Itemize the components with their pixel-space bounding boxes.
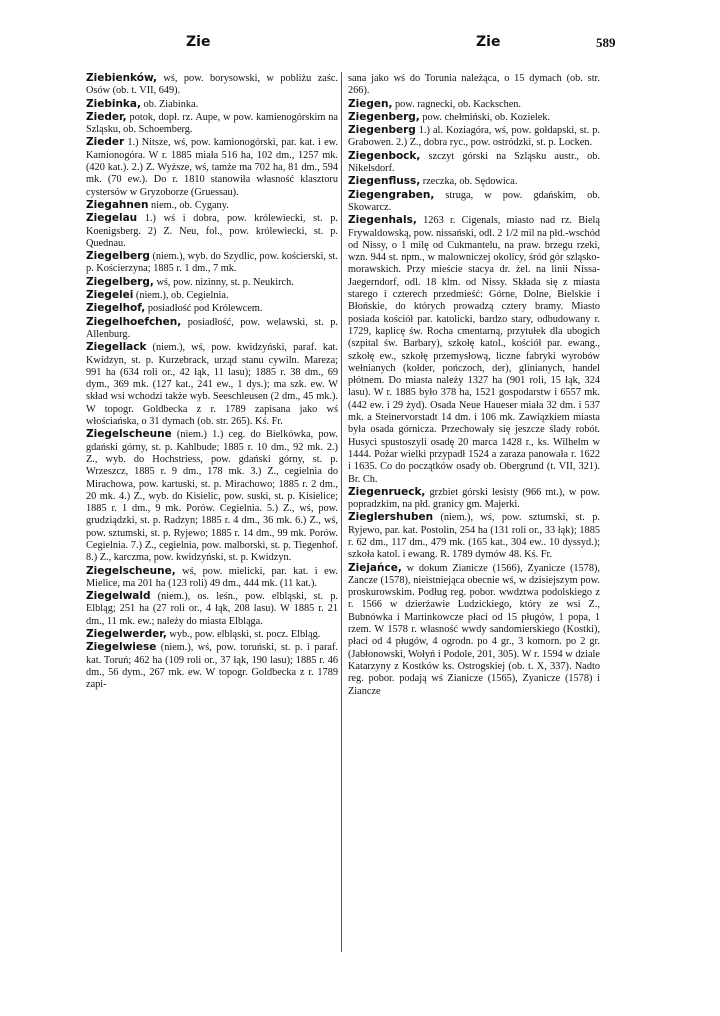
entry-headword: Ziegenhals, — [348, 214, 417, 227]
entry-text: grzbiet górski lesisty (966 mt.), w pow. popradzkim, na płd. granicy gm. Majerki. — [348, 486, 600, 511]
entry-headword: Ziegelberg, — [86, 275, 154, 288]
entry-text: (niem.), os. leśn., pow. elbląski, st. p. Elbląg; 251 ha (27 roli or., 4 łąk, 208 lasu). W 1885 r. 21 dm., 11 mk. ew.; należy do miasta Elbląga. — [86, 591, 338, 627]
entry-text: potok, dopł. rz. Aupe, w pow. kamienogórskim na Szląsku, ob. Schoemberg. — [86, 111, 338, 136]
entry-headword: Ziegenrueck, — [348, 485, 426, 498]
entry-text: ob. Ziabinka. — [140, 98, 199, 110]
entry-text: wś, pow. borysowski, w pobliżu zaśc. Osów (ob. t. VII, 649). — [86, 73, 338, 97]
dictionary-entry — [86, 428, 338, 564]
dictionary-entry — [348, 150, 600, 176]
entry-headword: Ziegelei — [86, 289, 134, 302]
entry-headword: Ziegahnen — [86, 198, 149, 211]
left-text-column — [86, 72, 338, 952]
page-number: 589 — [596, 35, 616, 50]
entry-text: (niem.), ob. Cegielnia. — [133, 290, 229, 302]
dictionary-entry — [86, 628, 338, 641]
entry-headword: Ziegelwald — [86, 590, 151, 603]
entry-headword: Ziegellack — [86, 341, 147, 354]
entry-text: w dokum Zianicze (1566), Zyanicze (1578), Zancze (1578), nieistniejąca obecnie wś, w dzisiejszym pow. proskurowskim. Podług reg. pobor. wwdztwa podolskiego z r. 1566 w dzierżawie Ludzickiego, który ze wsi Z., Bubnówka i Martinkowcze płaci od 15 pługów, 1 popa, 1 rzem. W 1578 r. własność wwdy sandomierskiego (Kostki), płaci od 4 pługów, 4 ogrodn. po 4 gr., 3 komorn. po 2 gr. (Jabłonowski, Wołyń i Podole, 201, 305). W r. 1594 w dziale Katarzyny z Kostków ks. Ostrogskiej (ob. t. X, 337). Nadto reg. pobor. podają wś Zianicze (1565), Zyanicze (1578) i Ziancze — [348, 562, 600, 697]
entry-headword: Ziegelscheune, — [86, 564, 176, 577]
entry-headword: Ziegelwiese — [86, 641, 157, 654]
entry-text: wś, pow. nizinny, st. p. Neukirch. — [153, 276, 294, 288]
dictionary-entry — [348, 486, 600, 512]
entry-text: posiadłość pod Królewcem. — [145, 303, 263, 315]
dictionary-entry — [348, 111, 600, 124]
dictionary-entry — [86, 136, 338, 198]
entry-headword: Ziegelberg — [86, 250, 150, 263]
entry-text: wyb., pow. elbląski, st. pocz. Elbląg. — [166, 629, 321, 641]
dictionary-entry — [348, 511, 600, 561]
entry-headword: Ziejańce, — [348, 561, 402, 574]
entry-headword: Ziegengraben, — [348, 188, 435, 201]
dictionary-entry — [348, 214, 600, 486]
entry-text: 1.) wś i dobra, pow. królewiecki, st. p. Koenigsberg. 2) Z. Neu, fol., pow. królewiecki, st. p. Quednau. — [86, 213, 338, 249]
entry-text: wś, pow. mielicki, par. kat. i ew. Mielice, ma 201 ha (123 roli) 49 dm., 444 mk. (11 kat.). — [86, 565, 338, 589]
entry-headword: Ziegenbock, — [348, 149, 421, 162]
right-text-column — [348, 72, 600, 952]
dictionary-entry — [86, 276, 338, 289]
entry-text: struga, w pow. gdańskim, ob. Skowarcz. — [348, 189, 600, 213]
dictionary-entry — [348, 189, 600, 215]
entry-headword: Ziebinka, — [86, 97, 141, 110]
entry-headword: Ziegenfluss, — [348, 175, 421, 188]
dictionary-entry — [86, 302, 338, 315]
entry-text: posiadłość, pow. welawski, st. p. Allenburg. — [86, 316, 338, 340]
entry-text: (niem.), wś, pow. kwidzyński, paraf. kat. Kwidzyn, st. p. Kurzebrack, urząd stanu cywiln. Mareza; 991 ha (634 roli or., 42 łąk, 11 lasu); 1885 r. 38 dm., 69 dym., 369 mk. (127 kat., 241 ew., 1 dys.); ma szk. ew. W skład wsi wchodzi także wyb. Seeschleusen (2 dm., 45 mk.). W topogr. Goldbecka z r. 1789 zapisana jako wś włościańska, o 31 dymach (ob. str. 265). Kś. Fr. — [86, 342, 338, 428]
entry-text: 1.) al. Koziagóra, wś, pow. gołdapski, st. p. Grabowen. 2.) Z., dobra ryc., pow. ostródzki, st. p. Locken. — [348, 125, 600, 149]
entry-headword: Ziegelhof, — [86, 302, 146, 315]
dictionary-entry — [86, 590, 338, 628]
entry-text: (niem.) 1.) ceg. do Bielkówka, pow. gdański górny, st. p. Kahlbude; 1885 r. 10 dm., 92 mk. 2.) Z., wyb. do Hochstriess, pow. gdański górny, st. p. Wrzeszcz, 1885 r. 9 dm., 178 mk. 3.) Z., cegielnia do Mirachowa, pow. kartuski, st. p. Mirachowo; 1885 r. 2 dm., 20 mk. 4.) Z., wyb. do Kisielic, pow. suski, st. p. Kisielice; 1885 r. 1 dm., 9 mk. Porów. Cegielnia. 5.) Z., wś, pow. grudziądzki, st. p. Radzyn; 1885 r. 4 dm., 36 mk. 6.) Z., wś, pow. sztumski, st. p. Ryjewo; 1885 r. 14 dm., 99 mk. Porów. Cegielnia. 7.) Z., cegielnia, pow. malborski, st. p. Tiegenhof. 8.) Z., karczma, pow. kwidzyński, st. p. Kwidzyn. — [86, 429, 338, 564]
dictionary-entry — [348, 72, 600, 98]
header-right-word: Zie — [476, 34, 501, 50]
entry-text: (niem.), wś, pow. toruński, st. p. i paraf. kat. Toruń; 462 ha (109 roli or., 37 łąk, 190 lasu); 1885 r. 46 dm., 56 dym., 267 mk. ew. W topogr. Goldbecka z r. 1789 zapi- — [86, 642, 338, 691]
entry-text: szczyt górski na Szląsku austr., ob. Nikelsdorf. — [348, 150, 600, 175]
entry-text: pow. ragnecki, ob. Kackschen. — [392, 98, 522, 110]
entry-text: pow. chełmiński, ob. Kozielek. — [419, 111, 551, 123]
dictionary-entry — [348, 175, 600, 188]
entry-text: 1263 r. Cigenals, miasto nad rz. Bielą Frywaldowską, pow. nissański, odl. 2 1/2 mil na płd.-wschód od Nissy, o 1 milę od Cukmantelu, na praw. brzegu rzeki, wzn. 944 st. npm., w malowniczej okolicy, śród gór szląsko-morawskich. Przy mieście stacya dr. żel. na linii Nissa-Jaegerndorf, odl. 18 klm. od Nissy. Składa się z miasta starego i czterech przedmieść: Górne, Dolne, Bielskie i Błońskie, do których prowadzą cztery bramy. Miasto posiada kościół par. katolicki, bardzo stary, odbudowany r. 1729, kaplicę św. Rocha cmentarną, przytułek dla ubogich (szpital św. Barbary), szkołę katol., kościół par. ewang., szkołę ew., szkołę przemysłową, liczne fabryki wyrobów wełnianych (kołder, pończoch, der), glinianych, handel płótnem. Do miasta należy 1327 ha (901 roli, 15 łąk, 324 lasu). W r. 1885 było 378 ha, 1521 gospodarstw i 6557 mk. (442 ew. i 29 żyd). Osada Neue Haueser miała 32 dm. i 537 mk. a Steinervorstadt 14 dm. i 106 mk. Zawiązkiem miasta była osada górnicza. Przechowały się jeszcze ślady robót. Husyci spustoszyli osadę 20 marca 1428 r., ks. Wilhelm w 1444. Pożar wielki przypadł 1524 a zaraza panowała r. 1622 i 1635. Co do początków osady ob. Obergrund (t. VII, 321). Br. Ch. — [348, 215, 600, 485]
dictionary-entry — [86, 316, 338, 342]
dictionary-entry — [86, 250, 338, 276]
entry-headword: Zieder — [86, 136, 125, 149]
dictionary-entry — [86, 72, 338, 98]
entry-text: rzeczka, ob. Sędowica. — [420, 176, 518, 188]
entry-headword: Ziegelhoefchen, — [86, 315, 182, 328]
header-left-word: Zie — [186, 34, 211, 50]
dictionary-entry — [86, 641, 338, 691]
entry-headword: Ziegen, — [348, 97, 393, 110]
entry-text: sana jako wś do Torunia należąca, o 15 dymach (ob. str. 266). — [348, 73, 600, 97]
entry-headword: Ziegelau — [86, 212, 138, 225]
entry-text: (niem.), wś, pow. sztumski, st. p. Ryjewo, par. kat. Postolin, 254 ha (131 roli or., 33 łąk); 1885 r. 62 dm., 117 dm., 479 mk. (165 kat., 304 ew.. 10 dyssyd.); szkoła katol. i ewang. R. 1789 dymów 48. Kś. Fr. — [348, 512, 600, 561]
dictionary-entry — [86, 199, 338, 212]
dictionary-entry — [86, 98, 338, 111]
dictionary-entry — [348, 124, 600, 150]
entry-headword: Ziegelwerder, — [86, 628, 167, 641]
dictionary-entry — [348, 562, 600, 698]
dictionary-entry — [86, 565, 338, 591]
dictionary-entry — [86, 212, 338, 250]
entry-headword: Ziegenberg, — [348, 110, 420, 123]
entry-text: (niem.), wyb. do Szydlic, pow. kościerski, st. p. Kościerzyna; 1885 r. 1 dm., 7 mk. — [86, 251, 338, 275]
dictionary-entry — [86, 111, 338, 137]
entry-headword: Ziebienków, — [86, 72, 157, 84]
entry-text: 1.) Nitsze, wś, pow. kamionogórski, par. kat. i ew. Kamionogóra. W r. 1885 miała 516 ha, 102 dm., 1257 mk. (420 kat.). 2.) Z. Wyższe, wś, tamże ma 702 ha, 81 dm., 594 mk. (70 ew.). Do r. 1810 stanowiła własność klasztoru cystersów w Gryzoborze (Gruessau). — [86, 137, 338, 198]
column-divider — [341, 72, 342, 952]
dictionary-entry — [86, 341, 338, 428]
entry-headword: Zieglershuben — [348, 511, 434, 524]
entry-headword: Ziegenberg — [348, 124, 416, 137]
entry-headword: Ziegelscheune — [86, 428, 172, 441]
running-header — [0, 34, 720, 56]
entry-headword: Zieder, — [86, 110, 127, 123]
dictionary-entry — [348, 98, 600, 111]
dictionary-entry — [86, 289, 338, 302]
entry-text: niem., ob. Cygany. — [148, 199, 229, 211]
